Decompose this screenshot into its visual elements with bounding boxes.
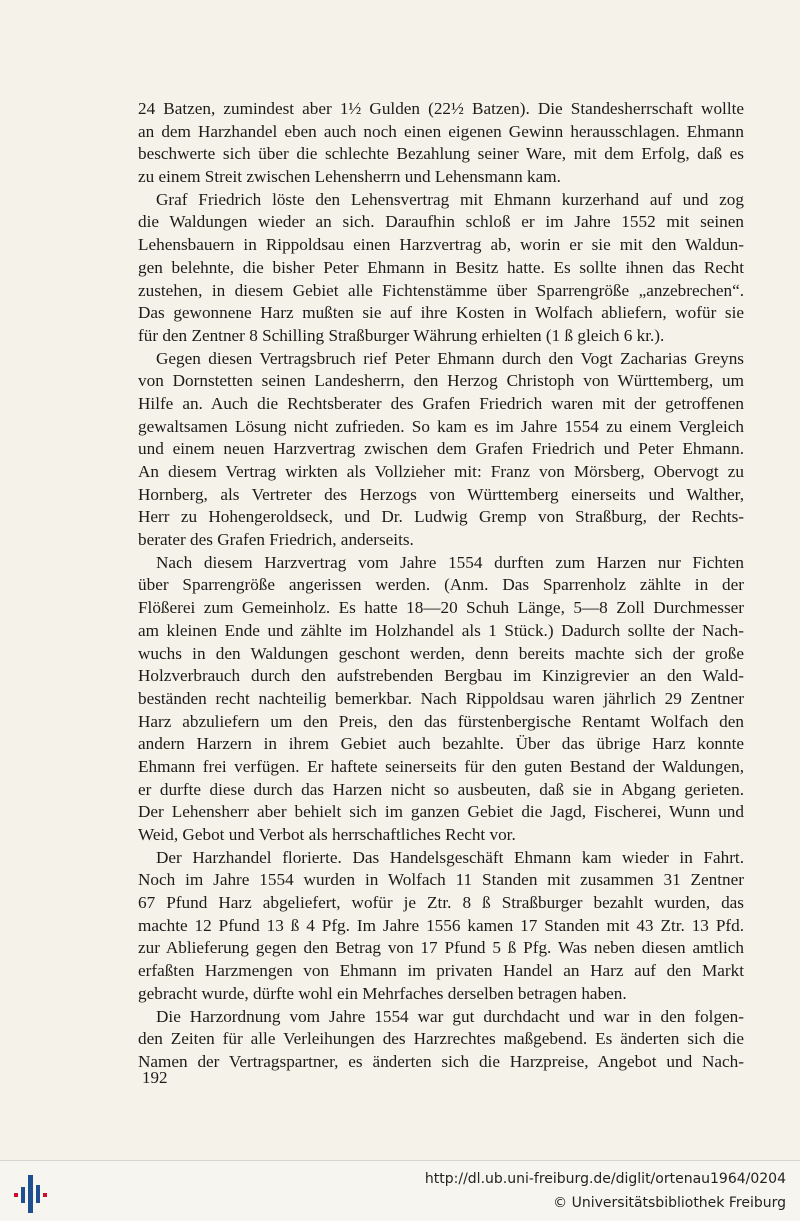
text-line: erfaßten Harzmengen von Ehmann im privaten Handel an Harz auf den Markt (138, 961, 744, 981)
text-line: Hilfe an. Auch die Rechtsberater des Grafen Friedrich waren mit der getroffenen (138, 393, 744, 413)
body-text (138, 98, 744, 1074)
text-line: Gegen diesen Vertragsbruch rief Peter Ehmann durch den Vogt Zacharias Greyns (156, 348, 744, 368)
text-line: Namen der Vertragspartner, es änderten sich die Harzpreise, Angebot und Nach- (138, 1051, 744, 1071)
text-line: Flößerei zum Gemeinholz. Es hatte 18—20 Schuh Länge, 5—8 Zoll Durchmesser (138, 598, 744, 618)
text-line: zu einem Streit zwischen Lehensherrn und Lehensmann kam. (138, 167, 561, 187)
text-line: an dem Harzhandel eben auch noch einen eigenen Gewinn herausschlagen. Ehmann (138, 121, 744, 141)
text-line: Holzverbrauch durch den aufstrebenden Bergbau im Kinzigrevier an den Wald- (138, 666, 744, 686)
text-line: Herr zu Hohengeroldseck, und Dr. Ludwig Gremp von Straßburg, der Rechts- (138, 507, 744, 527)
text-line: 24 Batzen, zumindest aber 1½ Gulden (22½ Batzen). Die Standesherrschaft wollte (138, 99, 744, 118)
text-line: er durfte diese durch das Harzen nicht so ausbeuten, daß sie in Abgang gerieten. (138, 779, 744, 799)
text-line: Der Harzhandel florierte. Das Handelsgeschäft Ehmann kam wieder in Fahrt. (156, 847, 744, 867)
text-line: gen belehnte, die bisher Peter Ehmann in Besitz hatte. Es sollte ihnen das Recht (138, 257, 744, 277)
text-line: wuchs in den Waldungen geschont werden, denn bereits machte sich der große (138, 643, 744, 663)
text-line: von Dornstetten seinen Landesherrn, den Herzog Christoph von Württemberg, um (138, 371, 744, 391)
page-number: 192 (142, 1068, 168, 1087)
text-line: Das gewonnene Harz mußten sie auf ihre Kosten in Wolfach abliefern, wofür sie (138, 303, 744, 323)
footer-url-link[interactable]: http://dl.ub.uni-freiburg.de/diglit/ortenau1964/0204 (424, 1171, 786, 1187)
ub-freiburg-logo-icon (10, 1171, 54, 1215)
text-line: An diesem Vertrag wirkten als Vollzieher mit: Franz von Mörsberg, Obervogt zu (138, 462, 744, 481)
footer-copyright: © Universitätsbibliothek Freiburg (553, 1195, 786, 1211)
footer (0, 1160, 800, 1221)
text-line: andern Harzern in ihrem Gebiet auch bezahlte. Über das übrige Harz konnte (138, 734, 744, 754)
text-line: Weid, Gebot und Verbot als herrschaftliches Recht vor. (138, 825, 516, 844)
text-line: Noch im Jahre 1554 wurden in Wolfach 11 Standen mit zusammen 31 Zentner (138, 870, 744, 890)
text-line: Der Lehensherr aber behielt sich im ganzen Gebiet die Jagd, Fischerei, Wunn und (138, 802, 744, 822)
text-line: beständen recht nachteilig bemerkbar. Nach Rippoldsau waren jährlich 29 Zentner (138, 688, 744, 708)
text-line: machte 12 Pfund 13 ß 4 Pfg. Im Jahre 1556 kamen 17 Standen mit 43 Ztr. 13 Pfd. (138, 915, 744, 935)
text-line: 67 Pfund Harz abgeliefert, wofür je Ztr. 8 ß Straßburger bezahlt wurden, das (138, 893, 744, 913)
text-line: zur Ablieferung gegen den Betrag von 17 Pfund 5 ß Pfg. Was neben diesen amtlich (138, 938, 744, 958)
text-line: berater des Grafen Friedrich, anderseits. (138, 530, 414, 550)
text-line: zustehen, in diesem Gebiet alle Fichtenstämme über Sparrengröße „anzebrechen“. (138, 280, 744, 300)
text-line: Hornberg, als Vertreter des Herzogs von Württemberg einerseits und Walther, (138, 484, 744, 504)
text-line: gewaltsamen Lösung nicht zufrieden. So kam es im Jahre 1554 zu einem Vergleich (138, 416, 744, 436)
text-line: die Waldungen wieder an sich. Daraufhin schloß er im Jahre 1552 mit seinen (138, 212, 744, 232)
text-line: Lehensbauern in Rippoldsau einen Harzvertrag ab, worin er sie mit den Waldun- (138, 235, 744, 255)
text-line: beschwerte sich über die schlechte Bezahlung seiner Ware, mit dem Erfolg, daß es (138, 144, 744, 164)
text-line: Ehmann frei verfügen. Er haftete seinerseits für den guten Bestand der Waldungen, (138, 756, 744, 776)
text-line: gebracht wurde, dürfte wohl ein Mehrfaches derselben betragen haben. (138, 983, 627, 1003)
text-line: am kleinen Ende und zählte im Holzhandel als 1 Stück.) Dadurch sollte der Nach- (138, 620, 744, 640)
text-line: Harz abzuliefern um den Preis, den das fürstenbergische Rentamt Wolfach den (138, 711, 744, 731)
text-line: den Zeiten für alle Verleihungen des Harzrechtes maßgebend. Es änderten sich die (138, 1029, 744, 1049)
text-line: und einem neuen Harzvertrag zwischen dem Grafen Friedrich und Peter Ehmann. (138, 439, 744, 459)
text-line: Die Harzordnung vom Jahre 1554 war gut durchdacht und war in den folgen- (156, 1006, 744, 1026)
text-line: über Sparrengröße angerissen werden. (Anm. Das Sparrenholz zählte in der (138, 575, 744, 595)
text-line: Nach diesem Harzvertrag vom Jahre 1554 durften zum Harzen nur Fichten (156, 552, 744, 572)
text-line: Graf Friedrich löste den Lehensvertrag mit Ehmann kurzerhand auf und zog (156, 189, 744, 209)
text-line: für den Zentner 8 Schilling Straßburger Währung erhielten (1 ß gleich 6 kr.). (138, 325, 665, 345)
